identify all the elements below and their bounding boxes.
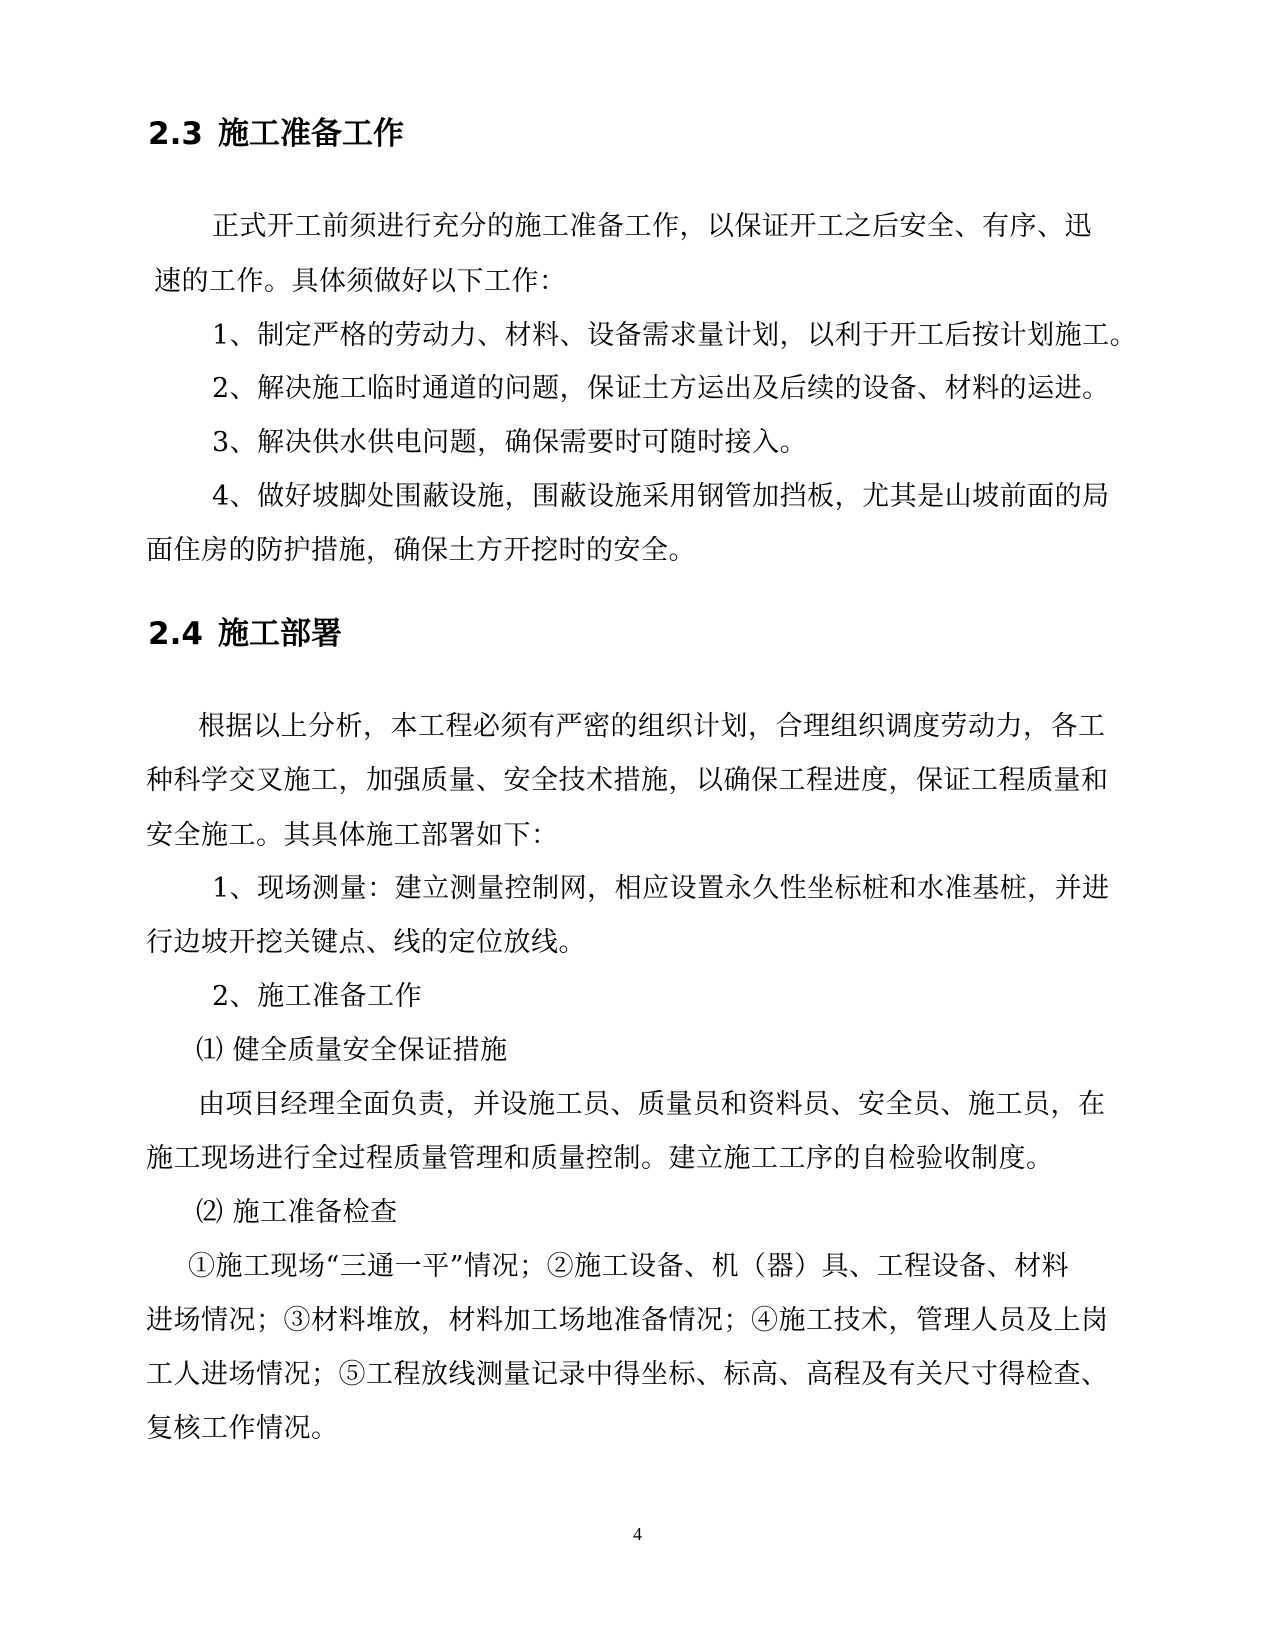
- list-item: 4、做好坡脚处围蔽设施，围蔽设施采用钢管加挡板，尤其是山坡前面的局: [212, 481, 1110, 512]
- paragraph-line: 工人进场情况；⑤工程放线测量记录中得坐标、标高、高程及有关尺寸得检查、: [146, 1359, 1109, 1390]
- paragraph-line: 进场情况；③材料堆放，材料加工场地准备情况；④施工技术，管理人员及上岗: [146, 1305, 1109, 1336]
- section-title: 施工部署: [218, 616, 342, 652]
- paragraph-line: ①施工现场“三通一平”情况；②施工设备、机（器）具、工程设备、材料: [188, 1251, 1070, 1282]
- section-heading-2-4: [148, 614, 342, 654]
- sub-item: ⑴ 健全质量安全保证措施: [196, 1035, 508, 1066]
- sub-item: ⑵ 施工准备检查: [196, 1197, 398, 1228]
- paragraph-line: 行边坡开挖关键点、线的定位放线。: [146, 927, 586, 958]
- section-title: 施工准备工作: [218, 116, 404, 152]
- paragraph-line: 施工现场进行全过程质量管理和质量控制。建立施工工序的自检验收制度。: [146, 1143, 1054, 1174]
- paragraph-line: 根据以上分析，本工程必须有严密的组织计划，合理组织调度劳动力，各工: [198, 711, 1106, 742]
- list-item: 1、制定严格的劳动力、材料、设备需求量计划，以利于开工后按计划施工。: [212, 320, 1138, 351]
- paragraph-line: 安全施工。其具体施工部署如下：: [146, 820, 559, 851]
- paragraph-line: 种科学交叉施工，加强质量、安全技术措施，以确保工程进度，保证工程质量和: [146, 765, 1109, 796]
- paragraph-line: 由项目经理全面负责，并设施工员、质量员和资料员、安全员、施工员，在: [198, 1089, 1106, 1120]
- section-number: 2.4: [148, 616, 203, 652]
- list-item: 2、解决施工临时通道的问题，保证土方运出及后续的设备、材料的运进。: [212, 373, 1110, 404]
- list-item: 1、现场测量：建立测量控制网，相应设置永久性坐标桩和水准基桩，并进: [212, 873, 1110, 904]
- section-number: 2.3: [148, 116, 203, 152]
- section-heading-2-3: [148, 114, 404, 154]
- paragraph-line: 正式开工前须进行充分的施工准备工作，以保证开工之后安全、有序、迅: [212, 211, 1092, 242]
- paragraph-line: 面住房的防护措施，确保土方开挖时的安全。: [146, 535, 696, 566]
- list-item: 3、解决供水供电问题，确保需要时可随时接入。: [212, 427, 808, 458]
- page-number: 4: [633, 1524, 642, 1544]
- paragraph-line: 速的工作。具体须做好以下工作：: [154, 266, 567, 297]
- paragraph-line: 复核工作情况。: [146, 1413, 339, 1444]
- list-item: 2、施工准备工作: [212, 981, 423, 1012]
